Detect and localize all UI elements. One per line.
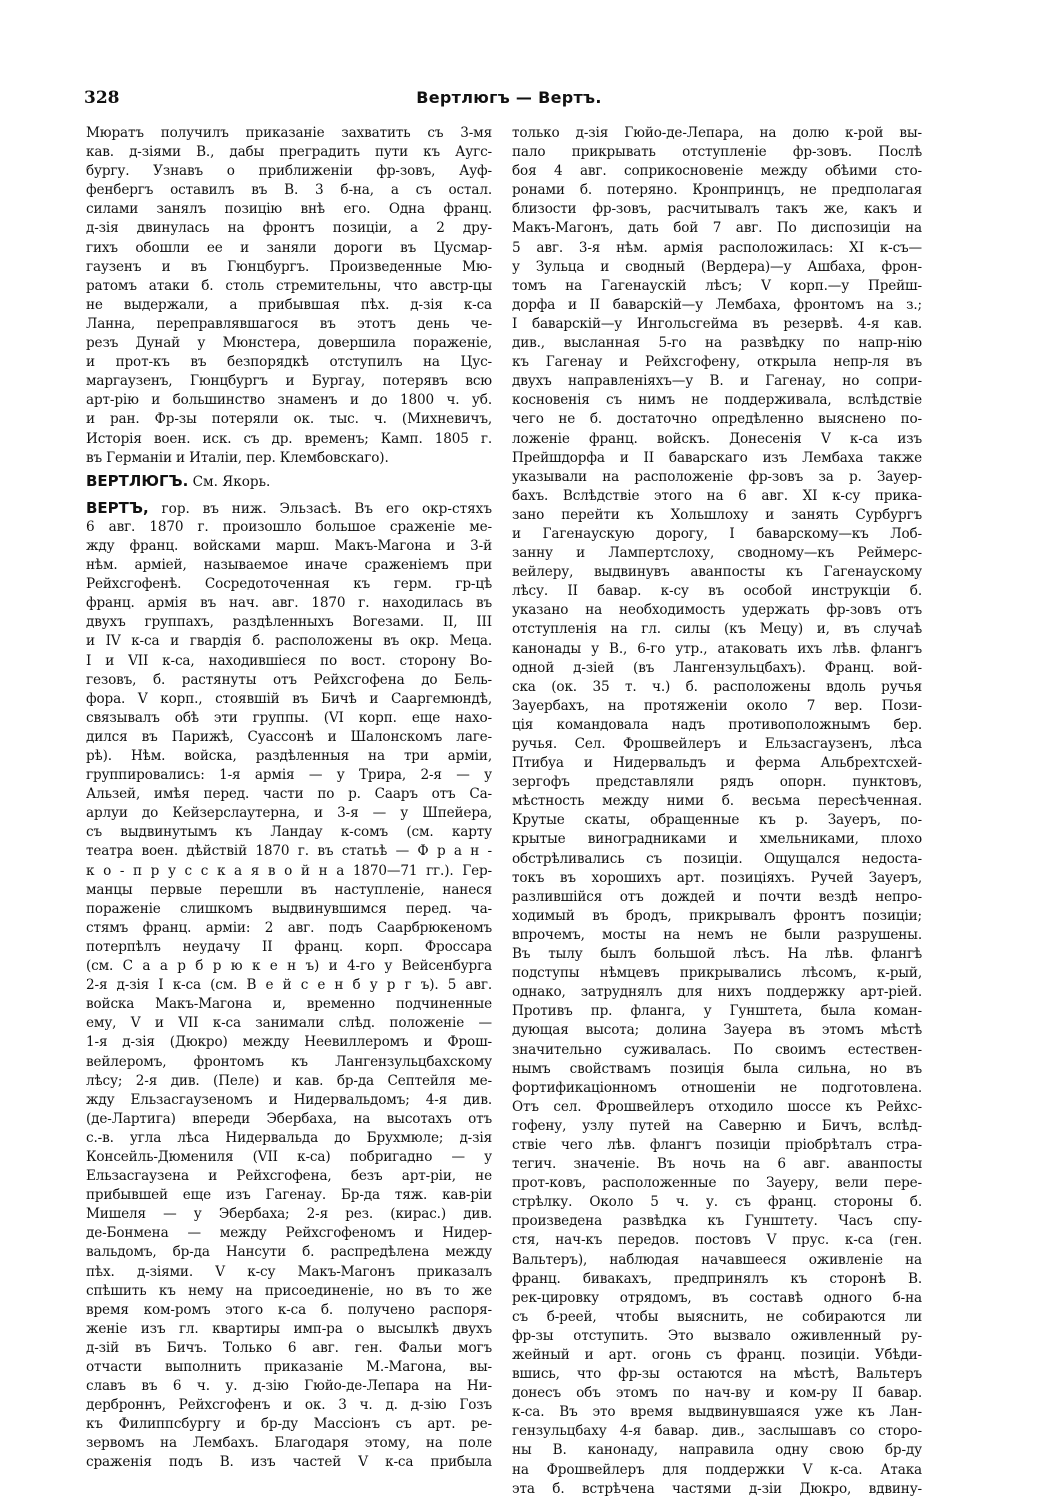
text-line: I баварскій—у Ингольсгейма въ резервѣ. 4-я кав.: [512, 315, 922, 332]
text-line: Консейль-Дюмениля (VII к-са) побригадно — у: [86, 1148, 492, 1165]
headword-vertlyug: ВЕРТЛЮГЪ.: [86, 471, 189, 490]
text-line: обстрѣливались съ позиціи. Ощущался недоста-: [512, 850, 922, 867]
text-line: дорфа и II баварскій—у Лембаха, фронтомъ на з.;: [512, 296, 922, 313]
page-header: [84, 88, 934, 110]
text-line: прот-ковъ, расположенные по Зауеру, вели пере-: [512, 1175, 922, 1192]
text-line: гофену, узлу путей на Саверню и Бичъ, вслѣд-: [512, 1117, 922, 1134]
text-line: только д-зія Гюйо-де-Лепара, на долю к-рой вы-: [512, 125, 922, 141]
text-line: и ран. Фр-зы потеряли ок. тыс. ч. (Михневичъ,: [86, 411, 492, 428]
right-column: [512, 124, 922, 1497]
text-line: двухъ группахъ, раздѣленныхъ Вогезами. II, III: [86, 614, 492, 631]
text-line: Рейхсгофенѣ. Сосредоточенная къ герм. гр-цѣ: [86, 576, 492, 593]
text-line: 2-я д-зія I к-са (см. В е й с е н б у р г ъ). 5 авг.: [86, 977, 492, 994]
text-line: къ Филиппсбургу и бр-ду Массіонъ съ арт. ре-: [86, 1416, 492, 1433]
text-line: Мишеля — у Эбербаха; 2-я рез. (кирас.) див.: [86, 1206, 492, 1223]
text-line: лѣсу; 2-я див. (Пеле) и кав. бр-да Септейля ме-: [86, 1072, 492, 1089]
text-line: вшись, что фр-зы остаются на мѣстѣ, Вальтеръ: [512, 1366, 922, 1383]
text-line: канонады у В., 6-го утр., атаковать ихъ лѣв. флангъ: [512, 640, 922, 657]
text-line: с.-в. угла лѣса Нидервальда до Брухмюле; д-зія: [86, 1129, 492, 1146]
text-line: стямъ франц. арміи: 2 авг. подъ Саарбрюкеномъ: [86, 919, 492, 936]
text-line: зергофъ представляли рядъ опорн. пунктовъ,: [512, 774, 922, 791]
text-line: Ельзасгаузена и Рейхсгофена, безъ арт-ріи, не: [86, 1168, 492, 1185]
text-line: въ Германіи и Италіи, пер. Клембовскаго).: [86, 449, 389, 466]
headword-vert: ВЕРТЪ,: [86, 498, 149, 517]
text-line: одной д-зіей (въ Лангензульцбахъ). Франц. вой-: [512, 659, 922, 676]
running-head: Вертлюгъ — Вертъ.: [416, 88, 602, 107]
text-line: впрочемъ, мосты на немъ не были разрушены.: [512, 926, 922, 943]
text-line: гензульцбаху 4-я бавар. див., заслышавъ со сторо-: [512, 1423, 922, 1440]
text-line: фр-зы отступить. Это вызвало оживленный ру-: [512, 1327, 922, 1344]
text-line: силами занялъ позицію внѣ его. Одна франц.: [86, 201, 492, 218]
text-line: крытые виноградниками и хмельниками, плохо: [512, 831, 922, 848]
text-line: див., высланная 5-го на развѣдку по напр-нію: [512, 335, 922, 352]
text-line: ція командовала надъ противоположнымъ бер.: [512, 716, 922, 733]
text-line: войска Макъ-Магона и, временно подчиненные: [86, 996, 492, 1013]
text-line: и IV к-са и гвардія б. расположены въ окр. Меца.: [86, 633, 492, 650]
text-line: женіе изъ гл. квартиры имп-ра о высылкѣ двухъ: [86, 1320, 492, 1337]
text-line: арлуи до Кейзерслаутерна, и 3-я — у Шпейера,: [86, 805, 492, 822]
text-line: время ком-ромъ этого к-са б. получено распоря-: [86, 1301, 492, 1318]
text-line: бургу. Узнавъ о приближеніи фр-зовъ, Ауф-: [86, 163, 492, 180]
text-line: вейлеромъ, фронтомъ къ Лангензульцбахскому: [86, 1053, 492, 1070]
text-line: лѣсу. II бавар. к-су въ особой инструкціи б.: [512, 583, 922, 600]
text-line: де-Бонмена — между Рейхсгофеномъ и Нидер-: [86, 1225, 492, 1242]
text-line: бахъ. Вслѣдствіе этого на 6 авг. XI к-су прика-: [512, 487, 922, 504]
cross-reference: См. Якорь.: [192, 473, 271, 490]
text-line: чего не б. достаточно опредѣленно выяснено по-: [512, 411, 922, 428]
text-line: близости фр-зовъ, расчитывалъ такъ же, какъ и: [512, 201, 922, 218]
text-line: франц. бивакахъ, предпринялъ къ сторонѣ В.: [512, 1270, 922, 1287]
text-line: Макъ-Магонъ, дать бой 7 авг. По диспозиціи на: [512, 220, 922, 237]
text-line: тегич. значеніе. Въ ночь на 6 авг. аванпосты: [512, 1156, 922, 1173]
text-line: съ выдвинутымъ къ Ландау к-сомъ (см. карту: [86, 824, 492, 841]
text-line: на Фрошвейлеръ для поддержки V к-са. Атака: [512, 1461, 922, 1478]
text-line: Исторія воен. иск. съ др. временъ; Камп. 1805 г.: [86, 430, 492, 447]
text-line: стрѣлку. Около 5 ч. у. съ франц. стороны б.: [512, 1194, 922, 1211]
text-line: пало прикрывать отступленіе фр-зовъ. Послѣ: [512, 144, 922, 161]
text-line: кав. д-зіями В., дабы преградить пути къ Аугс-: [86, 144, 492, 161]
text-line: мѣстность между ними б. весьма пересѣченная.: [512, 793, 922, 810]
text-line: нѣм. арміей, называемое иначе сраженіемъ при: [86, 557, 492, 574]
left-column: [86, 124, 492, 1471]
text-line: Въ тылу былъ большой лѣсъ. На лѣв. флангѣ: [512, 946, 922, 963]
text-line: арт-рію и большинство знаменъ и до 1800 ч. уб.: [86, 392, 492, 409]
text-line: зервомъ на Лембахъ. Благодаря этому, на поле: [86, 1435, 492, 1452]
text-line: связывалъ обѣ эти группы. (VI корп. еще нахо-: [86, 709, 492, 726]
text-line: пѣх. д-зіями. V к-су Макъ-Магонъ приказалъ: [86, 1263, 492, 1280]
text-line: ронами б. потеряно. Кронпринцъ, не предполагая: [512, 182, 922, 199]
text-line: гихъ обошли ее и заняли дороги въ Цусмар-: [86, 239, 492, 256]
text-line: дерброннъ, Рейхсгофенъ и ок. 3 ч. д. д-зію Гозъ: [86, 1397, 492, 1414]
entry-vert-body: [86, 518, 492, 1473]
text-line: значительно суживалась. По своимъ естествен-: [512, 1041, 922, 1058]
text-line: театра воен. дѣйствій 1870 г. въ статьѣ — Ф р а н -: [86, 843, 492, 860]
text-line: рек-цировку отрядомъ, въ составѣ одного б-на: [512, 1289, 922, 1306]
text-line: ны В. канонаду, направила одну свою бр-ду: [512, 1442, 922, 1459]
left-column-continuation: [86, 124, 492, 468]
text-line: боя 4 авг. соприкосновеніе между обѣими сто-: [512, 163, 922, 180]
text-line: ему, V и VII к-са занимали слѣд. положеніе —: [86, 1015, 492, 1032]
text-line: Зауербахъ, на протяженіи около 7 вер. Пози-: [512, 697, 922, 714]
text-line: занну и Лампертслоху, сводному—къ Реймерс-: [512, 545, 922, 562]
text-line: фора. V корп., стоявшій въ Бичѣ и Сааргемюндѣ,: [86, 690, 492, 707]
text-line: (де-Лартига) впереди Эбербаха, на высотахъ отъ: [86, 1110, 492, 1127]
text-line: у Зульца и сводный (Вердера)—у Ашбаха, фрон-: [512, 258, 922, 275]
text-line: Птибуа и Нидервальдъ и ферма Альбрехтсхей-: [512, 755, 922, 772]
text-line: указано на необходимость удержать фр-зовъ отъ: [512, 602, 922, 619]
text-line: ходимый въ бродъ, прикрывалъ фронтъ позиціи;: [512, 907, 922, 924]
text-line: дующая высота; долина Зауера въ этомъ мѣстѣ: [512, 1022, 922, 1039]
text-line: жду Ельзасгаузеномъ и Нидервальдомъ; 4-я див.: [86, 1091, 492, 1108]
text-line: стя, нач-къ передов. постовъ V прус. к-са (ген.: [512, 1232, 922, 1249]
text-line: д-зій въ Бичъ. Только 6 авг. ген. Фальи могъ: [86, 1339, 492, 1356]
text-line: д-зія двинулась на фронтъ позиціи, а 2 дру-: [86, 220, 492, 237]
text-line: группировались: 1-я армія — у Трира, 2-я — у: [86, 767, 492, 784]
text-line: двухъ направленіяхъ—у В. и Гагенау, но сопри-: [512, 373, 922, 390]
text-line: зано перейти къ Хольшлоху и занять Сурбургъ: [512, 506, 922, 523]
text-line: фортификаціонномъ отношеніи не подготовлена.: [512, 1079, 922, 1096]
text-line: эта б. встрѣчена частями д-зіи Дюкро, вдвину-: [512, 1480, 922, 1497]
entry-vertlyug: [86, 472, 492, 491]
text-line: к-са. Въ это время выдвинувшаяся уже къ Лан-: [512, 1404, 922, 1421]
entry-vert-first-line: гор. въ ниж. Эльзасѣ. Въ его окр-стяхъ: [161, 500, 492, 517]
text-line: спѣшить къ нему на присоединеніе, но въ то же: [86, 1282, 492, 1299]
text-line: и прот-къ въ безпорядкѣ отступилъ на Цус-: [86, 354, 492, 371]
text-line: однако, затруднялъ для нихъ поддержку арт-ріей.: [512, 984, 922, 1001]
text-line: 6 авг. 1870 г. произошло большое сраженіе ме-: [86, 518, 492, 535]
text-line: к о - п р у с с к а я в о й н а 1870—71 гг.). Гер-: [86, 862, 492, 879]
text-line: дился въ Парижѣ, Суассонѣ и Шалонскомъ лаге-: [86, 728, 492, 745]
text-line: косновенія съ нимъ не поддерживала, вслѣдствіе: [512, 392, 922, 409]
text-line: жду франц. войсками марш. Макъ-Магона и 3-й: [86, 537, 492, 554]
text-line: Альзей, имѣя перед. части по р. Сааръ отъ Са-: [86, 786, 492, 803]
text-line: сраженія подъ В. изъ частей V к-са прибыла: [86, 1454, 492, 1471]
text-line: 5 авг. 3-я нѣм. армія расположилась: XI к-съ—: [512, 239, 922, 256]
text-line: указывали на расположеніе фр-зовъ за р. Зауер-: [512, 468, 922, 485]
text-line: Мюратъ получилъ приказаніе захватить съ 3-мя: [86, 125, 492, 141]
text-line: донесъ объ этомъ по нач-ву и ком-ру II бавар.: [512, 1385, 922, 1402]
text-line: произведена развѣдка къ Гунштету. Часъ спу-: [512, 1213, 922, 1230]
text-line: маргаузенъ, Гюнцбургъ и Бургау, потерявъ всю: [86, 373, 492, 390]
text-line: токъ въ хорошихъ арт. позиціяхъ. Ручей Зауеръ,: [512, 869, 922, 886]
text-line: и Гагенаускую дорогу, I баварскому—къ Лоб-: [512, 525, 922, 542]
text-line: славъ въ 6 ч. у. д-зію Гюйо-де-Лепара на Ни-: [86, 1378, 492, 1395]
text-line: Ланна, переправлявшагося въ этотъ день че-: [86, 315, 492, 332]
text-line: разлившійся отъ дождей и почти вездѣ непро-: [512, 888, 922, 905]
text-line: манцы первые перешли въ наступленіе, нанеся: [86, 881, 492, 898]
text-line: Противъ пр. фланга, у Гунштета, была коман-: [512, 1003, 922, 1020]
text-line: рѣ). Нѣм. войска, раздѣленныя на три арміи,: [86, 748, 492, 764]
entry-vert: [86, 499, 492, 518]
text-line: ствіе чего лѣв. флангъ позиціи пріобрѣталъ стра-: [512, 1136, 922, 1153]
text-line: Крутые скаты, обращенные къ р. Зауеръ, по-: [512, 812, 922, 829]
text-line: нымъ свойствамъ позиція была сильна, но въ: [512, 1060, 922, 1077]
text-line: вальдомъ, бр-да Нансути б. распредѣлена между: [86, 1244, 492, 1261]
page-number: 328: [84, 88, 120, 108]
text-line: къ Гагенау и Рейхсгофену, открыла непр-ля въ: [512, 354, 922, 371]
text-line: 1-я д-зія (Дюкро) между Неевиллеромъ и Фрош-: [86, 1034, 492, 1051]
text-line: подступы нѣмцевъ прикрывались лѣсомъ, к-рый,: [512, 965, 922, 982]
text-line: томъ на Гагенаускій лѣсъ; V корп.—у Прейш-: [512, 277, 922, 294]
text-line: Вальтеръ), наблюдая начавшееся оживленіе на: [512, 1251, 922, 1268]
text-line: Отъ сел. Фрошвейлеръ отходило шоссе къ Рейхс-: [512, 1098, 922, 1115]
text-line: гаузенъ и въ Гюнцбургъ. Произведенные Мю-: [86, 258, 492, 275]
text-line: резъ Дунай у Мюнстера, довершила пораженіе,: [86, 335, 492, 352]
text-line: отступленія на гл. силы (къ Мецу) и, въ случаѣ: [512, 621, 922, 638]
text-line: вейлеру, выдвинувъ аванпосты къ Гагенаускому: [512, 564, 922, 581]
text-line: ручья. Сел. Фрошвейлеръ и Ельзасгаузенъ, лѣса: [512, 736, 922, 752]
text-line: Прейшдорфа и II баварскаго изъ Лембаха также: [512, 449, 922, 466]
text-line: жейный и арт. огонь съ франц. позиціи. Убѣди-: [512, 1347, 922, 1363]
text-line: ратомъ атаки б. столь стремительны, что австр-цы: [86, 277, 492, 294]
text-line: пораженіе слишкомъ выдвинувшимся перед. ча-: [86, 900, 492, 917]
text-line: I и VII к-са, находившіеся по вост. сторону Во-: [86, 652, 492, 669]
text-line: ска (ок. 35 т. ч.) б. расположены вдоль ручья: [512, 678, 922, 695]
text-line: потерпѣлъ неудачу II франц. корп. Фроссара: [86, 938, 492, 955]
text-line: отчасти выполнить приказаніе М.-Магона, вы-: [86, 1359, 492, 1375]
text-line: прибывшей еще изъ Гагенау. Бр-да тяж. кав-ріи: [86, 1187, 492, 1204]
text-line: ложеніе франц. войскъ. Донесенія V к-са изъ: [512, 430, 922, 447]
text-line: не выдержали, а прибывшая пѣх. д-зія к-са: [86, 296, 492, 313]
text-line: франц. армія въ нач. авг. 1870 г. находилась въ: [86, 595, 492, 612]
text-line: (см. С а а р б р ю к е н ъ) и 4-го у Вейсенбурга: [86, 958, 492, 975]
text-line: фенбергъ оставилъ въ В. 3 б-на, а съ остал.: [86, 182, 492, 199]
text-line: гезовъ, б. растянуты отъ Рейхсгофена до Бель-: [86, 671, 492, 688]
right-column-text: [512, 124, 922, 1499]
text-line: съ б-реей, чтобы выяснить, не собираются ли: [512, 1308, 922, 1325]
